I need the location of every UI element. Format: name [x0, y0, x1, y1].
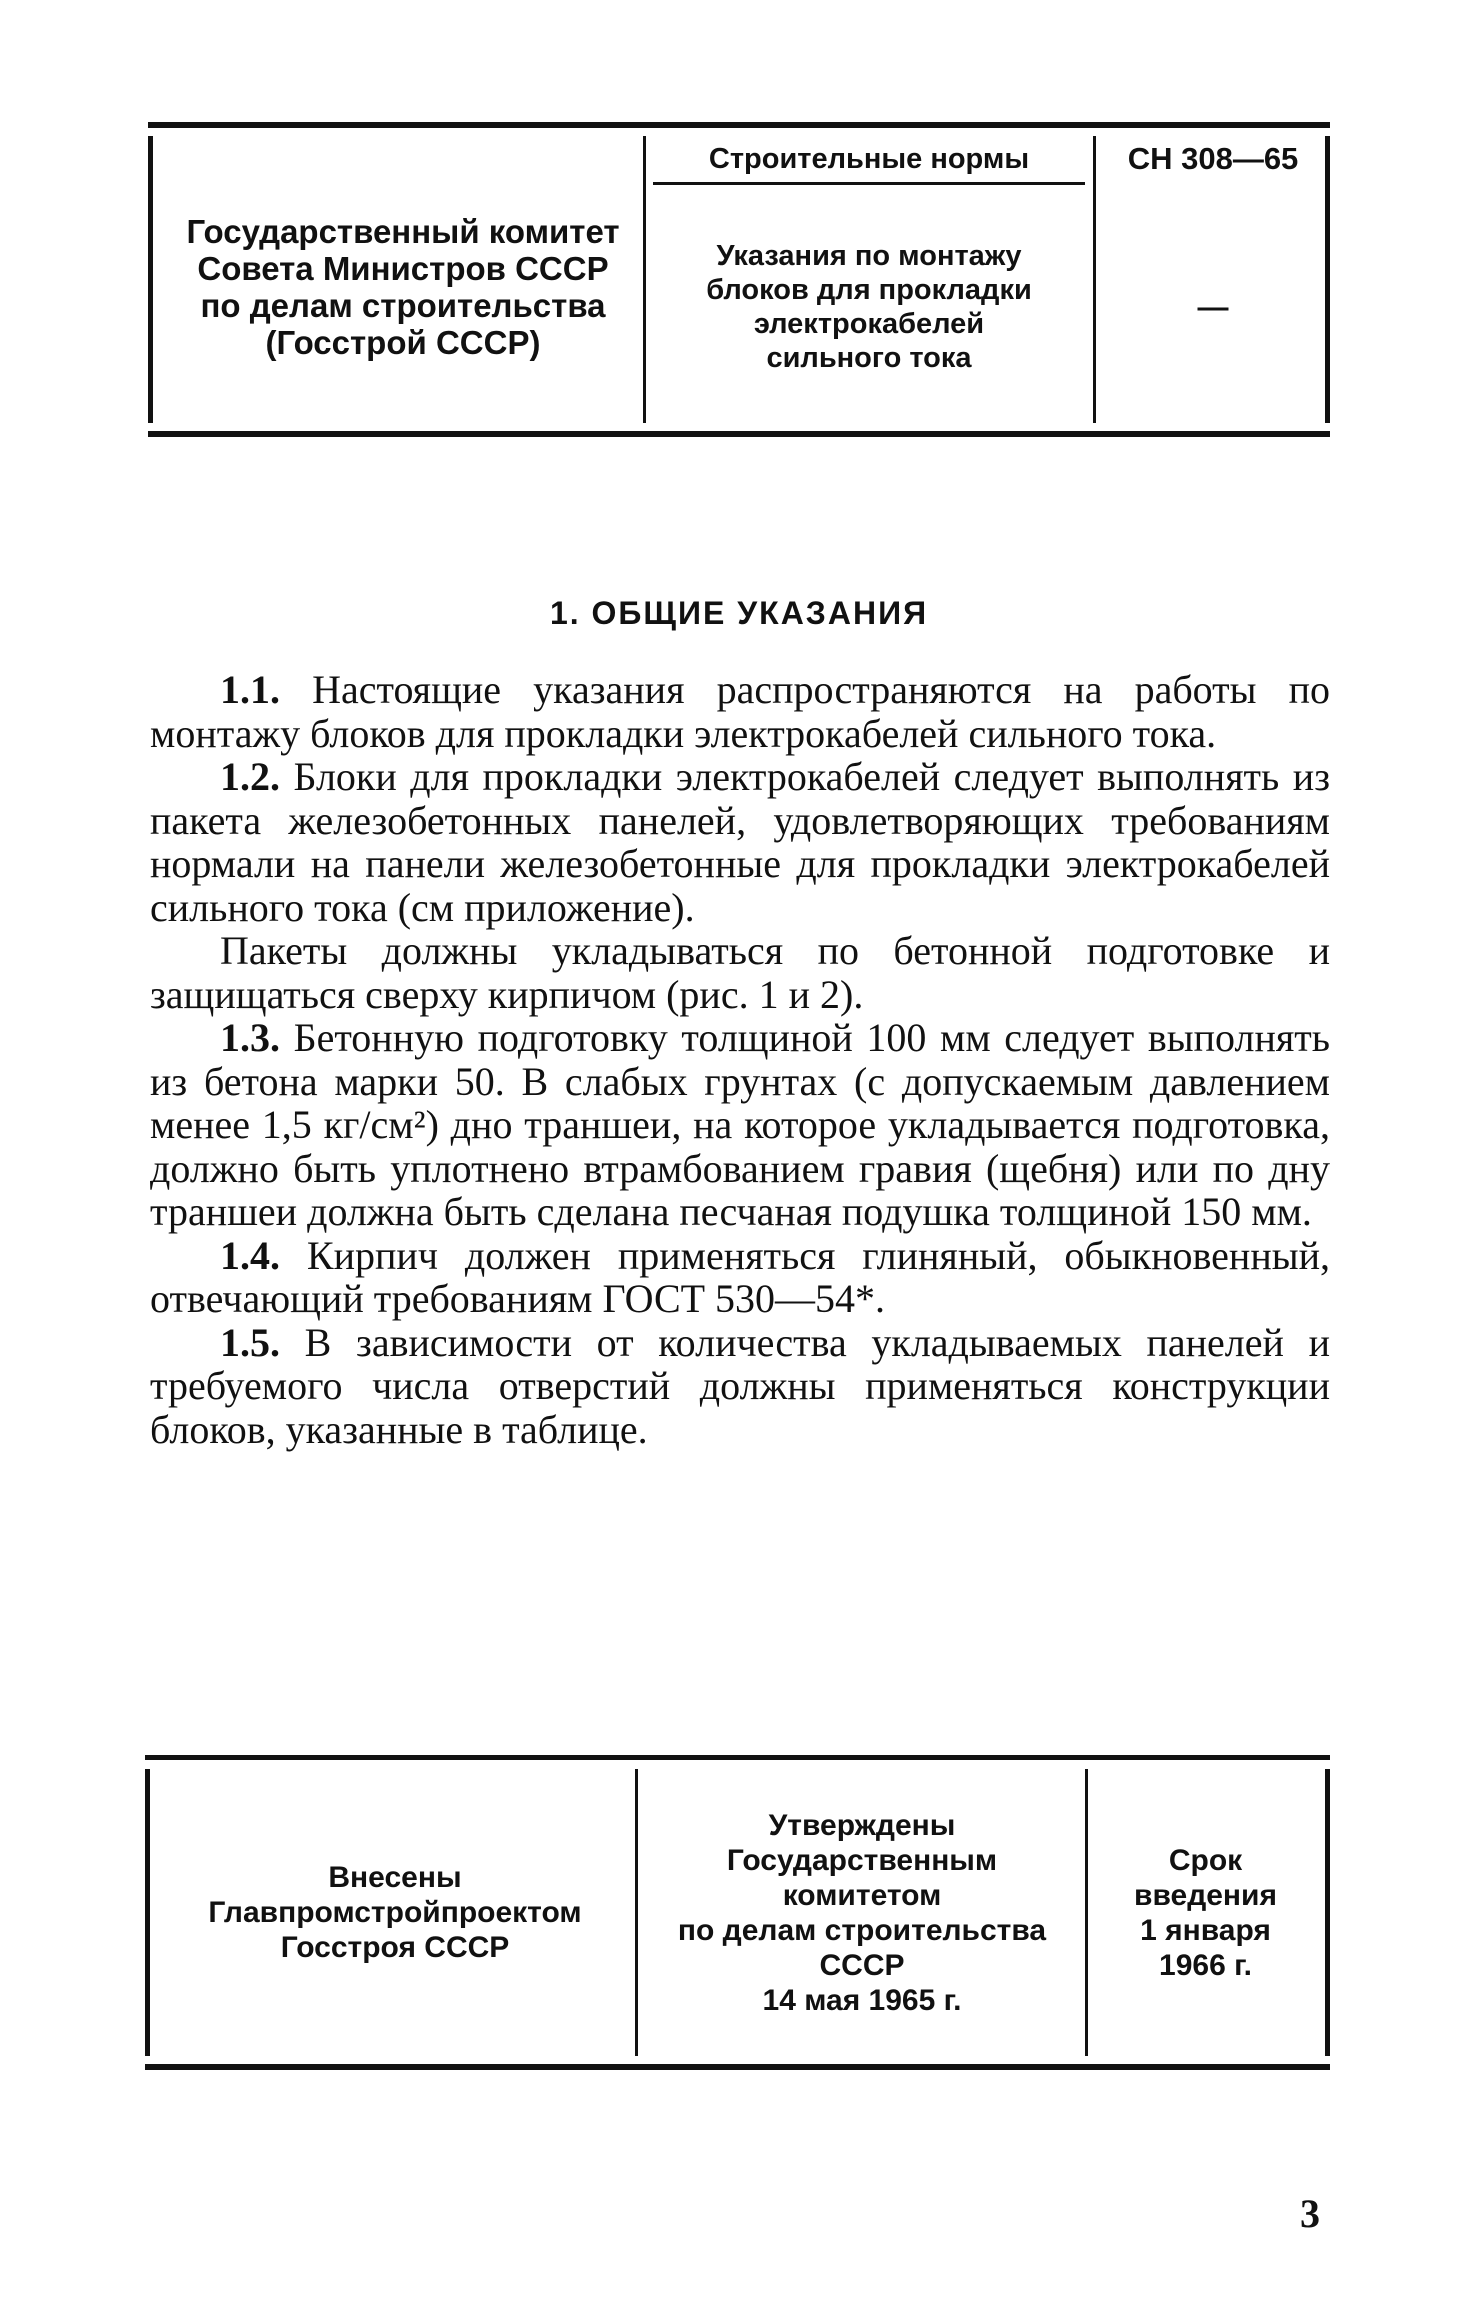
issuing-organization: Государственный комитет Совета Министров СССР по делам строительства (Госстрой СССР) [186, 213, 620, 361]
document-footer [145, 1755, 1330, 2070]
body-text [150, 668, 1330, 1451]
paragraph-number: 1.1. [220, 667, 280, 712]
paragraph-number: 1.3. [220, 1015, 280, 1060]
footer-border-left [145, 1769, 150, 2056]
header-divider-2 [1093, 136, 1096, 423]
paragraph-1-5 [150, 1321, 1330, 1452]
footer-bottom-rule [145, 2064, 1330, 2070]
submitted-by: Внесены Главпромстройпроектом Госстроя СССР [208, 1861, 582, 1964]
header-bottom-rule [148, 431, 1330, 437]
paragraph-number: 1.5. [220, 1319, 280, 1365]
effective-date: Срок введения 1 января 1966 г. [1134, 1843, 1277, 1982]
paragraph-number: 1.4. [220, 1232, 280, 1278]
paragraph-1-1 [150, 668, 1330, 755]
paragraph-1-4 [150, 1234, 1330, 1321]
footer-divider-1 [635, 1769, 638, 2056]
paragraph-text: Кирпич должен применяться глиняный, обыкновенный, отвечающий требованиям ГОСТ 530—54*. [150, 1232, 1331, 1321]
footer-top-rule [145, 1755, 1330, 1760]
header-top-rule [148, 122, 1330, 128]
replaces-field: — [1197, 289, 1229, 324]
paragraph-1-2 [150, 755, 1330, 929]
document-code: СН 308—65 [1127, 141, 1299, 176]
document-header [148, 122, 1330, 437]
paragraph-text: Пакеты должны укладываться по бетонной подготовке и защищаться сверху кирпичом (рис. 1 и 2). [150, 928, 1330, 1017]
header-sub-rule [653, 182, 1085, 185]
header-border-right [1325, 136, 1330, 423]
paragraph-text: Бетонную подготовку толщиной 100 мм следует выполнять из бетона марки 50. В слабых грунтах (с допускаемым давлением менее 1,5 кг/см²) дно траншеи, на которое укладывается подготовка, должно быть уплотнено втрамбованием гравия (щебня) или по дну траншеи должна быть сделана песчаная подушка толщиной 150 мм. [150, 1015, 1330, 1234]
document-title: Указания по монтажу блоков для прокладки электрокабелей сильного тока [706, 240, 1032, 374]
paragraph-text: Настоящие указания распространяются на работы по монтажу блоков для прокладки электрокабелей сильного тока. [150, 667, 1330, 756]
page-number: 3 [1300, 2191, 1320, 2236]
paragraph-1-3 [150, 1016, 1330, 1234]
section-title: 1. ОБЩИЕ УКАЗАНИЯ [549, 595, 929, 631]
footer-divider-2 [1085, 1769, 1088, 2056]
paragraph-number: 1.2. [220, 754, 280, 799]
paragraph-1-2-continued [150, 929, 1330, 1016]
header-divider-1 [643, 136, 646, 423]
norms-label: Строительные нормы [708, 142, 1030, 175]
footer-border-right [1325, 1769, 1330, 2056]
paragraph-text: В зависимости от количества укладываемых панелей и требуемого числа отверстий должны применяться конструкции блоков, указанные в таблице. [150, 1319, 1331, 1452]
paragraph-text: Блоки для прокладки электрокабелей следует выполнять из пакета железобетонных панелей, удовлетворяющих требованиям нормали на панели железобетонные для прокладки электрокабелей сильного тока (см приложение). [150, 754, 1331, 930]
header-border-left [148, 136, 153, 423]
approved-by: Утверждены Государственным комитетом по делам строительства СССР 14 мая 1965 г. [677, 1808, 1047, 2017]
